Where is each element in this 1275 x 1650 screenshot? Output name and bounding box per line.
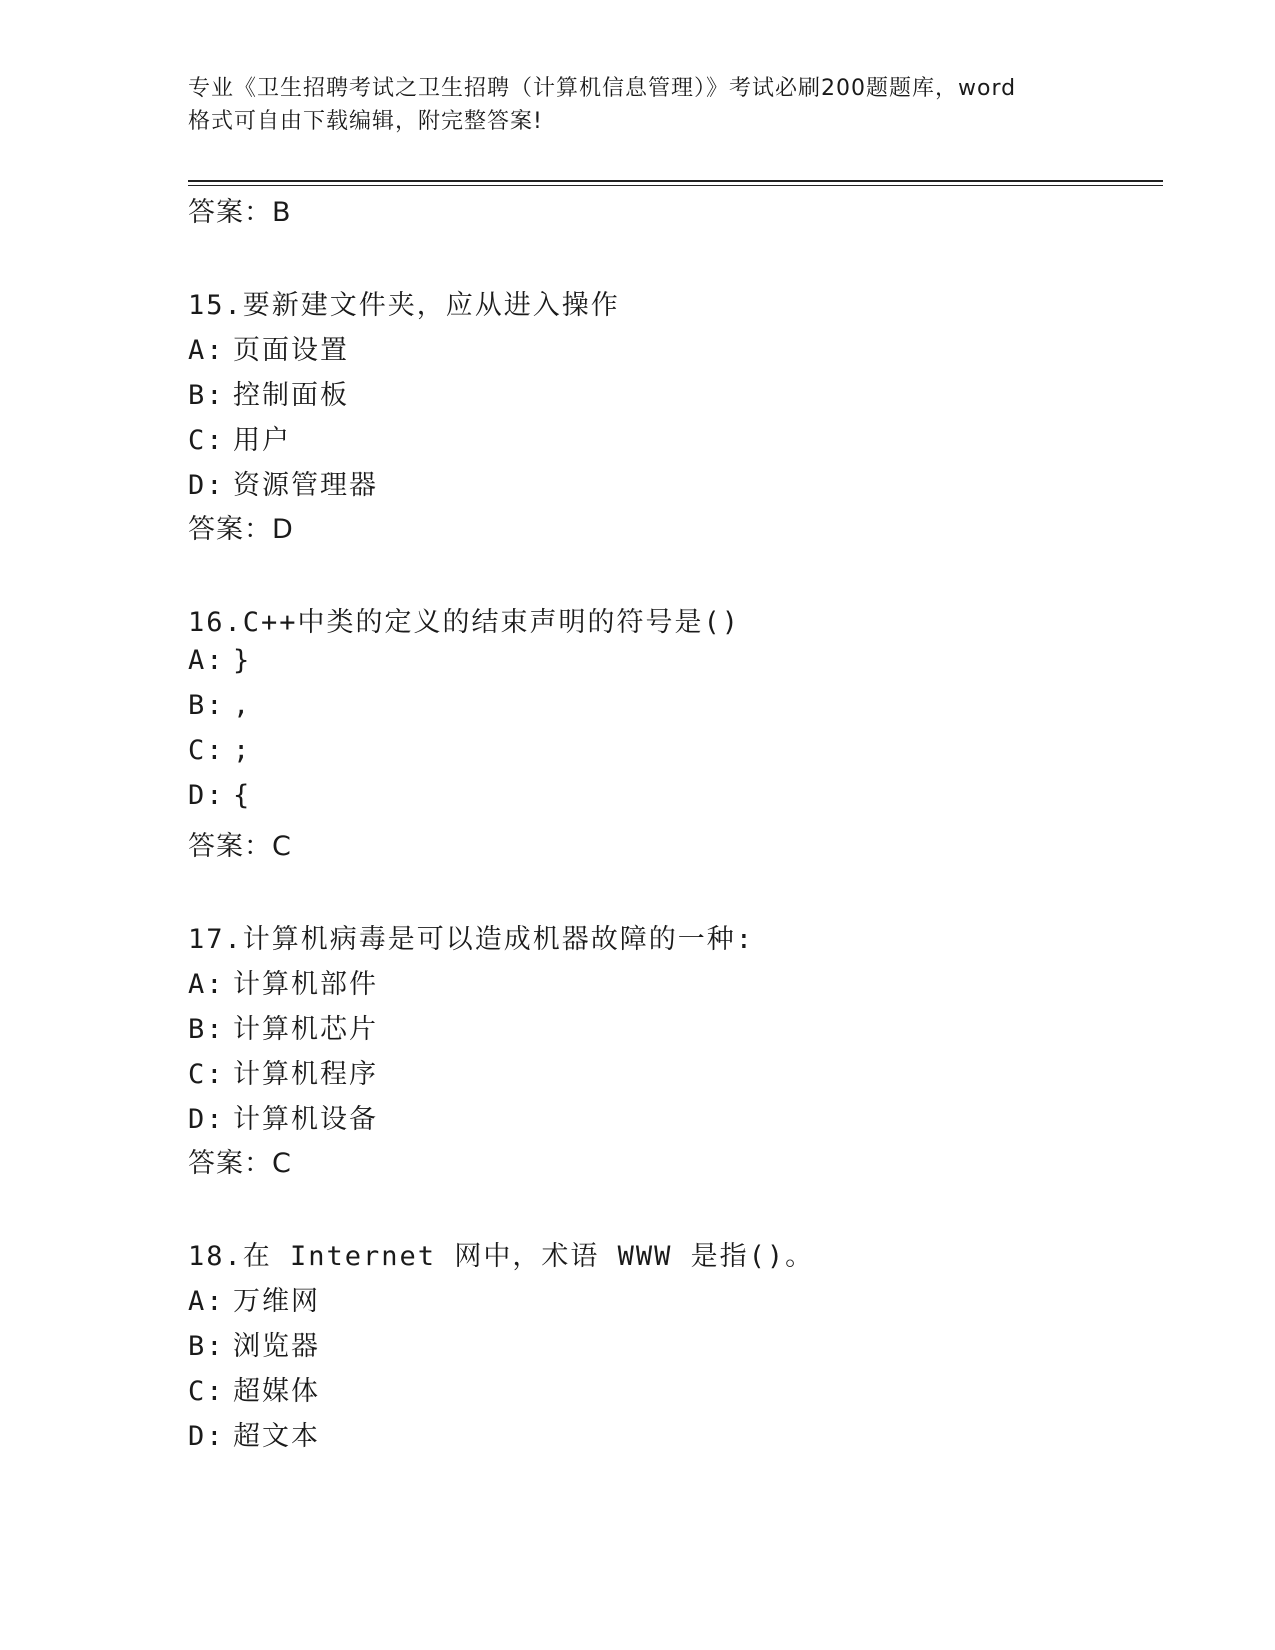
option-label: A: — [188, 1286, 225, 1317]
option-text: 万维网 — [233, 1286, 320, 1317]
option-15-b — [188, 373, 349, 412]
option-label: B: — [188, 690, 225, 721]
header-divider — [188, 180, 1163, 182]
option-text: 计算机芯片 — [233, 1014, 378, 1045]
option-label: D: — [188, 1421, 225, 1452]
option-label: B: — [188, 1331, 225, 1362]
option-label: C: — [188, 735, 225, 766]
option-label: D: — [188, 470, 225, 501]
option-label: B: — [188, 1014, 225, 1045]
answer-15: 答案：D — [188, 514, 294, 545]
option-label: C: — [188, 1059, 225, 1090]
option-18-a — [188, 1279, 320, 1318]
option-text: 控制面板 — [233, 380, 349, 411]
option-17-c — [188, 1052, 378, 1091]
option-18-c — [188, 1369, 320, 1408]
question-18: 18.在 Internet 网中，术语 WWW 是指()。 — [188, 1241, 815, 1272]
question-17: 17.计算机病毒是可以造成机器故障的一种: — [188, 924, 755, 955]
option-label: C: — [188, 1376, 225, 1407]
option-15-c — [188, 418, 291, 457]
option-text: 计算机程序 — [233, 1059, 378, 1090]
option-text: 浏览器 — [233, 1331, 320, 1362]
question-15: 15.要新建文件夹，应从进入操作 — [188, 290, 620, 321]
option-16-d — [188, 780, 251, 811]
option-text: { — [233, 780, 252, 811]
option-label: A: — [188, 969, 225, 1000]
option-text: 计算机部件 — [233, 969, 378, 1000]
option-text: 资源管理器 — [233, 470, 378, 501]
option-text: 页面设置 — [233, 335, 349, 366]
option-16-c — [188, 735, 251, 766]
option-18-b — [188, 1324, 320, 1363]
option-text: 计算机设备 — [233, 1104, 378, 1135]
option-text: } — [233, 645, 252, 676]
option-text: , — [233, 690, 252, 721]
option-16-a — [188, 645, 251, 676]
option-text: 超媒体 — [233, 1376, 320, 1407]
option-text: ; — [233, 735, 252, 766]
answer-17: 答案：C — [188, 1148, 292, 1179]
document-header — [188, 72, 1088, 138]
answer-previous: 答案：B — [188, 197, 292, 228]
option-15-d — [188, 463, 378, 502]
answer-16: 答案：C — [188, 831, 292, 862]
option-label: D: — [188, 1104, 225, 1135]
option-16-b — [188, 690, 251, 721]
option-15-a — [188, 328, 349, 367]
option-label: A: — [188, 645, 225, 676]
header-line-1: 专业《卫生招聘考试之卫生招聘（计算机信息管理）》考试必刷200题题库，word — [188, 76, 1017, 101]
option-text: 用户 — [233, 425, 291, 456]
option-label: C: — [188, 425, 225, 456]
option-text: 超文本 — [233, 1421, 320, 1452]
option-17-d — [188, 1097, 378, 1136]
question-16: 16.C++中类的定义的结束声明的符号是() — [188, 607, 741, 638]
option-label: A: — [188, 335, 225, 366]
option-17-a — [188, 962, 378, 1001]
option-label: D: — [188, 780, 225, 811]
header-divider-thin — [188, 185, 1163, 186]
option-label: B: — [188, 380, 225, 411]
option-18-d — [188, 1414, 320, 1453]
header-line-2: 格式可自由下载编辑，附完整答案! — [188, 109, 543, 134]
option-17-b — [188, 1007, 378, 1046]
